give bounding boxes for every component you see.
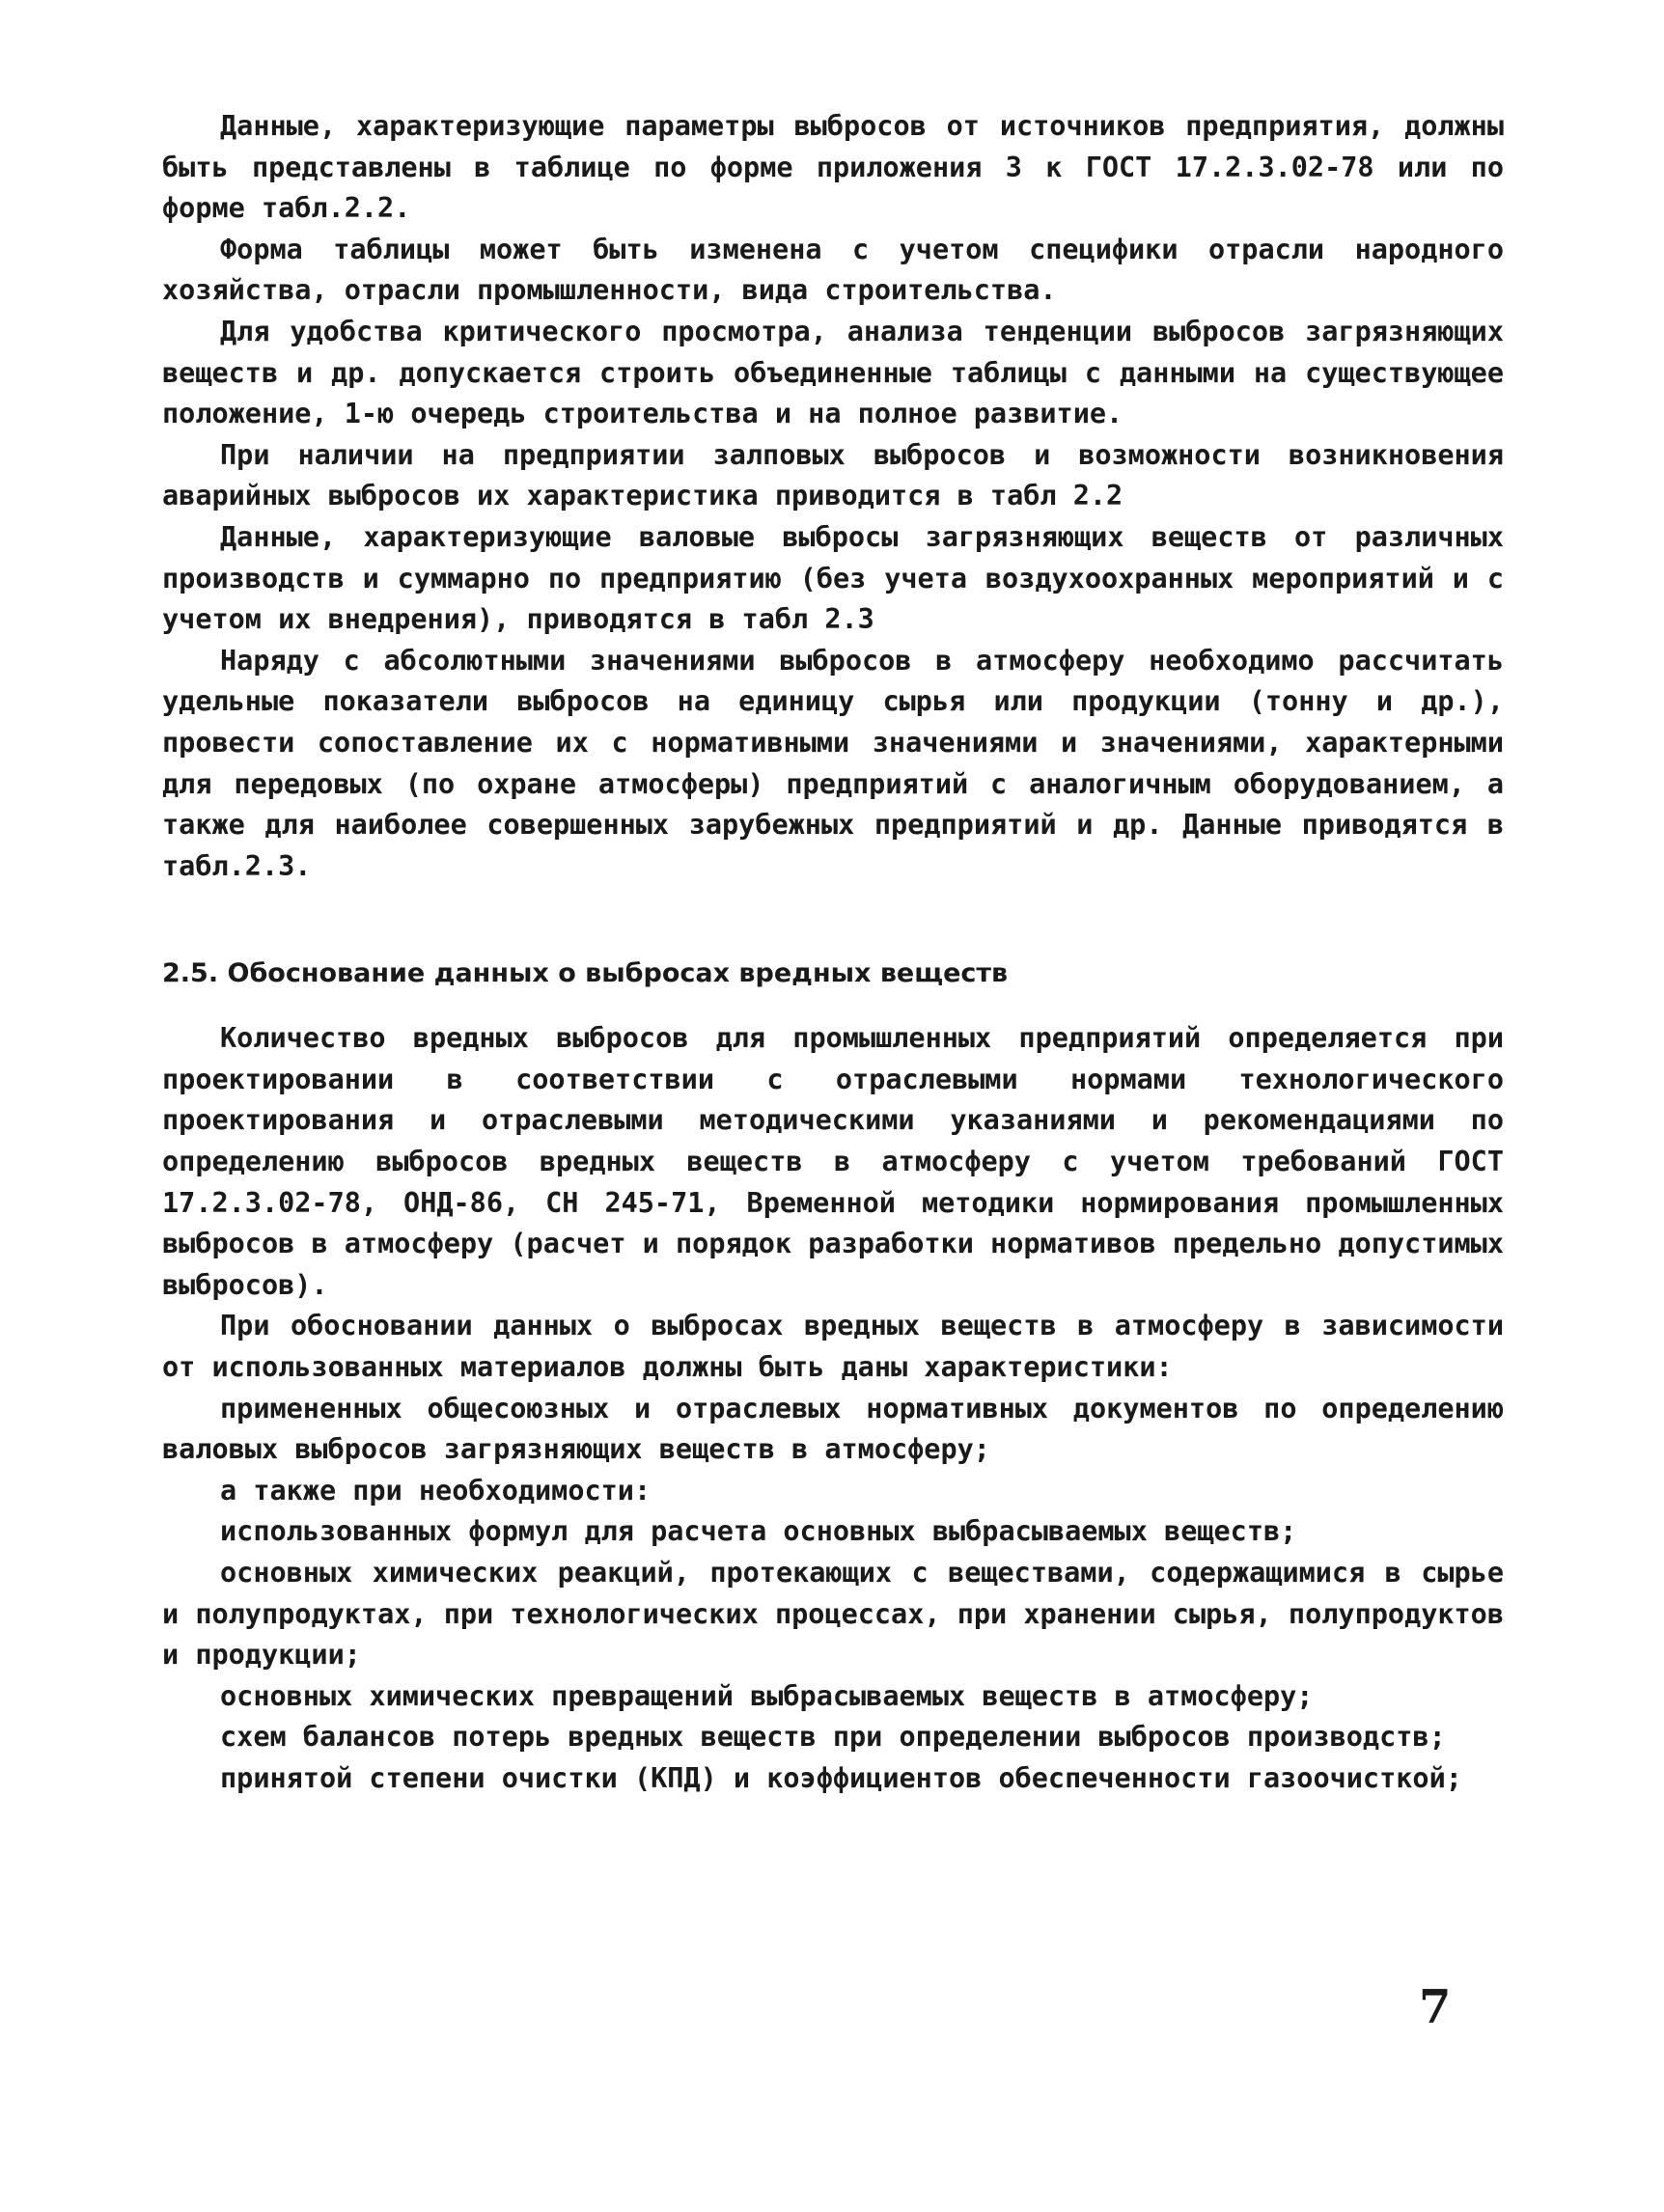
list-item-if-necessary: а также при необходимости: — [220, 1474, 652, 1507]
paragraph-emission-parameters-table: Данные, характеризующие параметры выбросов от источников предприятия, должны быть представлены в таблице по форме приложения 3 к ГОСТ 17.2.3.02-78 или по форме табл.2.2. — [162, 110, 1504, 225]
paragraph-gross-emissions: Данные, характеризующие валовые выбросы загрязняющих веществ от различных производств и суммарно по предприятию (без учета воздухоохранных мероприятий и с учетом их внедрения), приводятся в табл 2.3 — [162, 520, 1504, 636]
list-item-formulas: использованных формул для расчета основных выбрасываемых веществ; — [220, 1515, 1297, 1548]
list-item-loss-balance-schemes: схем балансов потерь вредных веществ при определении выбросов производств; — [220, 1721, 1446, 1754]
list-item-chemical-transformations: основных химических превращений выбрасываемых веществ в атмосферу; — [220, 1679, 1314, 1712]
paragraph-table-form-modification: Форма таблицы может быть изменена с учетом специфики отрасли народного хозяйства, отрасли промышленности, вида строительства. — [162, 233, 1504, 307]
paragraph-salvo-emissions: При наличии на предприятии залповых выбросов и возможности возникновения аварийных выбросов их характеристика приводится в табл 2.2 — [162, 438, 1504, 512]
paragraph-emission-quantity: Количество вредных выбросов для промышленных предприятий определяется при проектировании в соответствии с отраслевыми нормами технологического проектирования и отраслевыми методическими указаниями и рекомендациями по определению выбросов вредных веществ в атмосферу с учетом требований ГОСТ 17.2.3.02-78, ОНД-86, СН 245-71, Временной методики нормирования промышленных выбросов в атмосферу (расчет и порядок разработки нормативов предельно допустимых выбросов). — [162, 1022, 1504, 1301]
list-item-normative-documents: примененных общесоюзных и отраслевых нормативных документов по определению валовых выбросов загрязняющих веществ в атмосферу; — [162, 1392, 1504, 1466]
body-text — [162, 106, 1504, 1800]
paragraph-combined-tables: Для удобства критического просмотра, анализа тенденции выбросов загрязняющих веществ и др. допускается строить объединенные таблицы с данными на существующее положение, 1-ю очередь строительства и на полное развитие. — [162, 315, 1504, 430]
section-heading: 2.5. Обоснование данных о выбросах вредных веществ — [162, 958, 1009, 989]
page-number: 7 — [1419, 1980, 1452, 2034]
list-item-chemical-reactions: основных химических реакций, протекающих с веществами, содержащимися в сырье и полупродуктах, при технологических процессах, при хранении сырья, полупродуктов и продукции; — [162, 1557, 1504, 1672]
paragraph-justification-characteristics: При обосновании данных о выбросах вредных веществ в атмосферу в зависимости от использованных материалов должны быть даны характеристики: — [162, 1310, 1504, 1384]
paragraph-specific-indicators: Наряду с абсолютными значениями выбросов в атмосферу необходимо рассчитать удельные показатели выбросов на единицу сырья или продукции (тонну и др.), провести сопоставление их с нормативными значениями и значениями, характерными для передовых (по охране атмосферы) предприятий с аналогичным оборудованием, а также для наиболее совершенных зарубежных предприятий и др. Данные приводятся в табл.2.3. — [162, 644, 1504, 882]
list-item-purification-degree: принятой степени очистки (КПД) и коэффициентов обеспеченности газоочисткой; — [220, 1761, 1462, 1794]
